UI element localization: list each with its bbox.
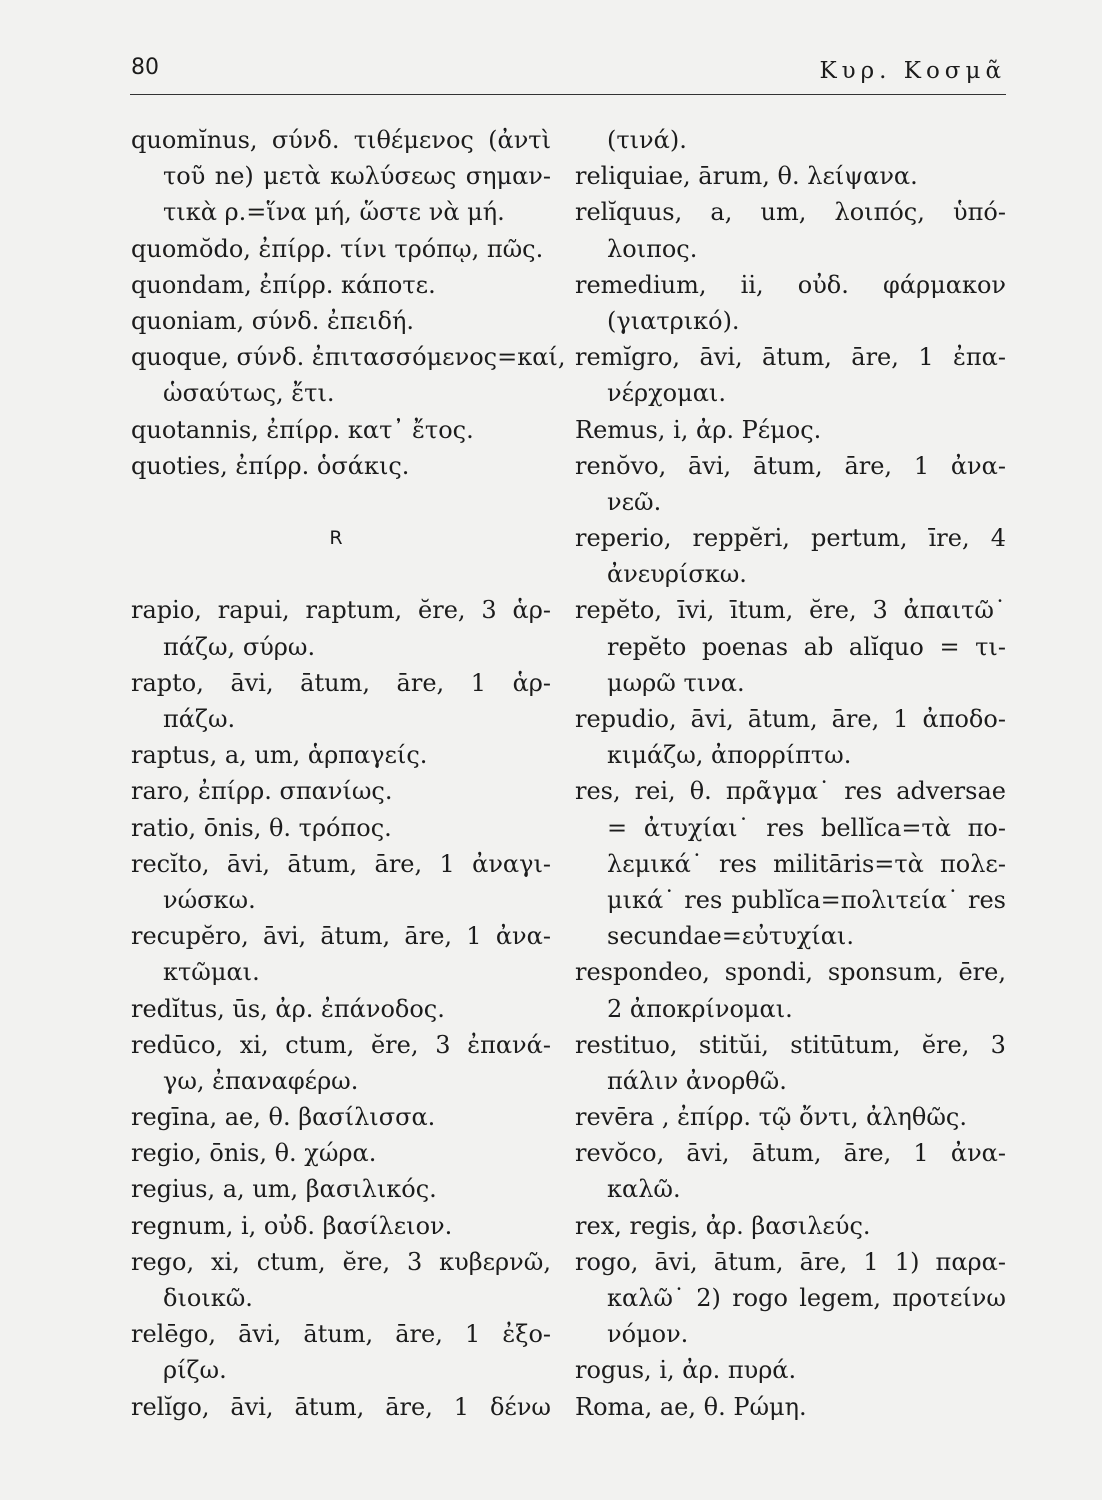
dictionary-line: = ἀτυχίαι˙ res bellĭca=τὰ πο- <box>607 813 1006 842</box>
dictionary-line: ratio, ōnis, θ. τρόπος. <box>131 813 392 842</box>
dictionary-line: μικά˙ res publĭca=πολιτεία˙ res <box>607 885 1006 914</box>
dictionary-line: rapto, āvi, ātum, āre, 1 ἁρ- <box>131 668 551 697</box>
dictionary-line: μωρῶ τινα. <box>607 668 745 697</box>
dictionary-line: regnum, i, οὐδ. βασίλειον. <box>131 1211 453 1240</box>
dictionary-line: κιμάζω, ἀπορρίπτω. <box>607 741 852 770</box>
dictionary-line: raro, ἐπίρρ. σπανίως. <box>131 777 393 806</box>
right-entries <box>575 122 1006 1425</box>
dictionary-line: Remus, i, ἀρ. Ρέμος. <box>575 415 822 444</box>
dictionary-line: quomŏdo, ἐπίρρ. τίνι τρόπῳ, πῶς. <box>131 234 544 263</box>
dictionary-line: quondam, ἐπίρρ. κάποτε. <box>131 270 436 299</box>
running-head: Κυρ. Κοσμᾶ <box>819 58 1006 84</box>
dictionary-line: νώσκω. <box>163 885 256 914</box>
dictionary-line: rapio, rapui, raptum, ĕre, 3 ἁρ- <box>131 596 551 625</box>
dictionary-line: Roma, ae, θ. Ρώμη. <box>575 1392 807 1421</box>
dictionary-line: redūco, xi, ctum, ĕre, 3 ἐπανά- <box>131 1030 551 1059</box>
dictionary-line: remĭgro, āvi, ātum, āre, 1 ἐπα- <box>575 343 1006 372</box>
dictionary-line: quoties, ἐπίρρ. ὁσάκις. <box>131 451 410 480</box>
dictionary-line: reliquiae, ārum, θ. λείψανα. <box>575 162 918 191</box>
dictionary-line: relĭgo, āvi, ātum, āre, 1 δένω <box>131 1392 551 1421</box>
dictionary-line: recupĕro, āvi, ātum, āre, 1 ἀνα- <box>131 922 551 951</box>
dictionary-line: reperio, reppĕri, pertum, īre, 4 <box>575 524 1006 553</box>
left-column <box>131 122 566 1425</box>
dictionary-line: (γιατρικό). <box>607 306 740 335</box>
dictionary-line: καλῶ. <box>607 1175 681 1204</box>
dictionary-line: rego, xi, ctum, ĕre, 3 κυβερνῶ, <box>131 1247 551 1276</box>
dictionary-line: respondeo, spondi, sponsum, ēre, <box>575 958 1006 987</box>
dictionary-line: quoniam, σύνδ. ἐπειδή. <box>131 306 414 335</box>
dictionary-line: repĕto, īvi, ītum, ĕre, 3 ἀπαιτῶ˙ <box>575 596 1006 625</box>
dictionary-line: quomĭnus, σύνδ. τιθέμενος (ἀντὶ <box>131 126 551 154</box>
dictionary-line: κτῶμαι. <box>163 958 260 987</box>
dictionary-line: regīna, ae, θ. βασίλισσα. <box>131 1103 436 1132</box>
left-entries-r <box>131 592 551 1424</box>
dictionary-line: revŏco, āvi, ātum, āre, 1 ἀνα- <box>575 1139 1006 1168</box>
dictionary-line: καλῶ˙ 2) rogo legem, προτείνω <box>607 1284 1006 1312</box>
dictionary-line: γω, ἐπαναφέρω. <box>163 1066 359 1095</box>
dictionary-line: secundae=εὐτυχίαι. <box>607 922 854 951</box>
header-rule <box>130 94 1006 95</box>
dictionary-line: redĭtus, ūs, ἀρ. ἐπάνοδος. <box>131 994 445 1023</box>
dictionary-line: πάζω. <box>163 705 236 733</box>
dictionary-line: rex, regis, ἀρ. βασιλεύς. <box>575 1211 871 1240</box>
dictionary-line: renŏvo, āvi, ātum, āre, 1 ἀνα- <box>575 451 1006 480</box>
page-number: 80 <box>131 55 159 80</box>
dictionary-line: νέρχομαι. <box>607 379 726 408</box>
right-column <box>575 122 1006 1425</box>
dictionary-line: τοῦ ne) μετὰ κωλύσεως σημαν- <box>163 162 551 191</box>
dictionary-line: ἀνευρίσκω. <box>607 560 747 589</box>
section-letter: R <box>329 527 343 550</box>
dictionary-line: πάζω, σύρω. <box>163 632 316 661</box>
dictionary-line: νεῶ. <box>607 487 662 516</box>
dictionary-line: λοιπος. <box>607 234 698 263</box>
dictionary-line: raptus, a, um, ἁρπαγείς. <box>131 741 428 770</box>
dictionary-line: rogo, āvi, ātum, āre, 1 1) παρα- <box>575 1247 1006 1276</box>
dictionary-line: 2 ἀποκρίνομαι. <box>607 994 793 1023</box>
spacer <box>131 556 551 592</box>
dictionary-line: restituo, stitŭi, stitūtum, ĕre, 3 <box>575 1030 1006 1059</box>
dictionary-line: repudio, āvi, ātum, āre, 1 ἀποδο- <box>575 705 1006 733</box>
dictionary-line: διοικῶ. <box>163 1284 253 1312</box>
dictionary-line: remedium, ii, οὐδ. φάρμακον <box>575 270 1006 299</box>
dictionary-line: revēra , ἐπίρρ. τῷ ὄντι, ἀληθῶς. <box>575 1103 967 1132</box>
dictionary-line: τικὰ ρ.=ἵνα μή, ὥστε νὰ μή. <box>163 198 505 227</box>
dictionary-line: λεμικά˙ res militāris=τὰ πολε- <box>607 849 1006 878</box>
left-entries-q <box>131 122 566 484</box>
dictionary-line: regio, ōnis, θ. χώρα. <box>131 1139 377 1168</box>
spacer <box>131 484 551 520</box>
dictionary-line: recĭto, āvi, ātum, āre, 1 ἀναγι- <box>131 849 551 878</box>
dictionary-line: quoque, σύνδ. ἐπιτασσόμενος=καί, <box>131 343 566 372</box>
dictionary-line: regius, a, um, βασιλικός. <box>131 1175 437 1204</box>
dictionary-line: rogus, i, ἀρ. πυρά. <box>575 1356 797 1385</box>
dictionary-line: (τινά). <box>607 126 687 154</box>
dictionary-line: ρίζω. <box>163 1356 227 1385</box>
dictionary-line: repĕto poenas ab alĭquo = τι- <box>607 632 1006 661</box>
dictionary-line: πάλιν ἀνορθῶ. <box>607 1066 787 1095</box>
dictionary-line: νόμον. <box>607 1320 689 1349</box>
dictionary-line: quotannis, ἐπίρρ. κατ᾽ ἔτος. <box>131 415 474 444</box>
dictionary-line: ὡσαύτως, ἔτι. <box>163 379 335 408</box>
dictionary-line: relēgo, āvi, ātum, āre, 1 ἐξο- <box>131 1320 551 1349</box>
dictionary-line: relĭquus, a, um, λοιπός, ὑπό- <box>575 198 1006 227</box>
dictionary-line: res, rei, θ. πρᾶγμα˙ res adversae <box>575 777 1006 806</box>
